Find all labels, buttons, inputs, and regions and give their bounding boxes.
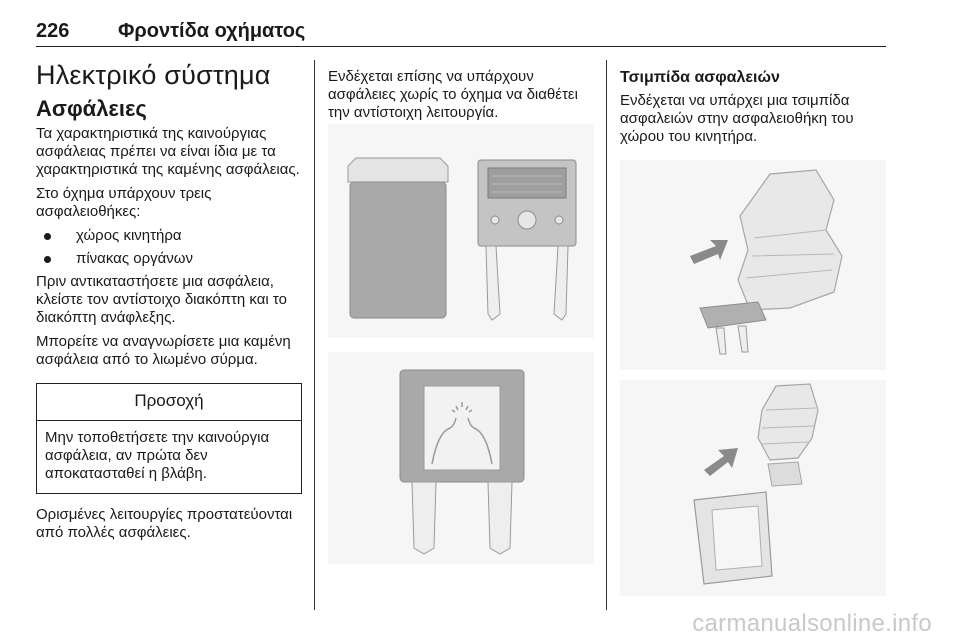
fuse-puller-svg-1 [620,160,886,370]
bullet-list [36,227,302,268]
fuse-puller-svg-2 [620,380,886,596]
column-2 [328,68,594,128]
list-item [36,227,302,245]
fuse-types-illustration [328,124,594,338]
blown-fuse-illustration [328,352,594,564]
list-item-text: χώρος κινητήρα [76,227,182,244]
column-divider [314,60,315,610]
fuse-puller-heading: Τσιμπίδα ασφαλειών [620,69,780,86]
fuse-puller-illustration-1 [620,160,886,370]
caution-heading: Προσοχή [37,384,301,421]
page-number: 226 [36,20,70,42]
paragraph: Ενδέχεται επίσης να υπάρχουν ασφάλειες χωρίς το όχημα να διαθέτει την αντίστοιχη λειτουργία. [328,68,578,121]
caution-box [36,383,302,494]
column-divider [606,60,607,610]
blown-fuse-svg [328,352,594,564]
list-item-text: πίνακας οργάνων [76,250,193,267]
sub-title: Ασφάλειες [36,96,147,121]
paragraph: Στο όχημα υπάρχουν τρεις ασφαλειοθήκες: [36,185,212,220]
column-3 [620,68,886,152]
watermark: carmanualsonline.info [692,610,932,637]
paragraph: Μπορείτε να αναγνωρίσετε μια καμένη ασφάλεια από το λιωμένο σύρμα. [36,333,291,368]
list-item [36,250,302,268]
paragraph: Πριν αντικαταστήσετε μια ασφάλεια, κλείστε τον αντίστοιχο διακόπτη και το διακόπτη ανάφλεξης. [36,273,287,326]
fuse-puller-illustration-2 [620,380,886,596]
page-header [36,18,886,48]
paragraph: Ενδέχεται να υπάρχει μια τσιμπίδα ασφαλειών στην ασφαλειοθήκη του χώρου του κινητήρα. [620,92,854,145]
caution-body: Μην τοποθετήσετε την καινούργια ασφάλεια, αν πρώτα δεν αποκατασταθεί η βλάβη. [45,429,270,482]
paragraph: Ορισμένες λειτουργίες προστατεύονται από πολλές ασφάλειες. [36,506,293,541]
fuse-types-svg [328,124,594,338]
bullet-icon [44,256,51,263]
paragraph: Τα χαρακτηριστικά της καινούργιας ασφάλειας πρέπει να είναι ίδια με τα χαρακτηριστικά της καμένης ασφάλειας. [36,125,300,178]
column-1 [36,60,302,548]
bullet-icon [44,233,51,240]
section-title: Ηλεκτρικό σύστημα [36,60,271,90]
header-rule [36,46,886,47]
running-title: Φροντίδα οχήματος [118,20,306,42]
